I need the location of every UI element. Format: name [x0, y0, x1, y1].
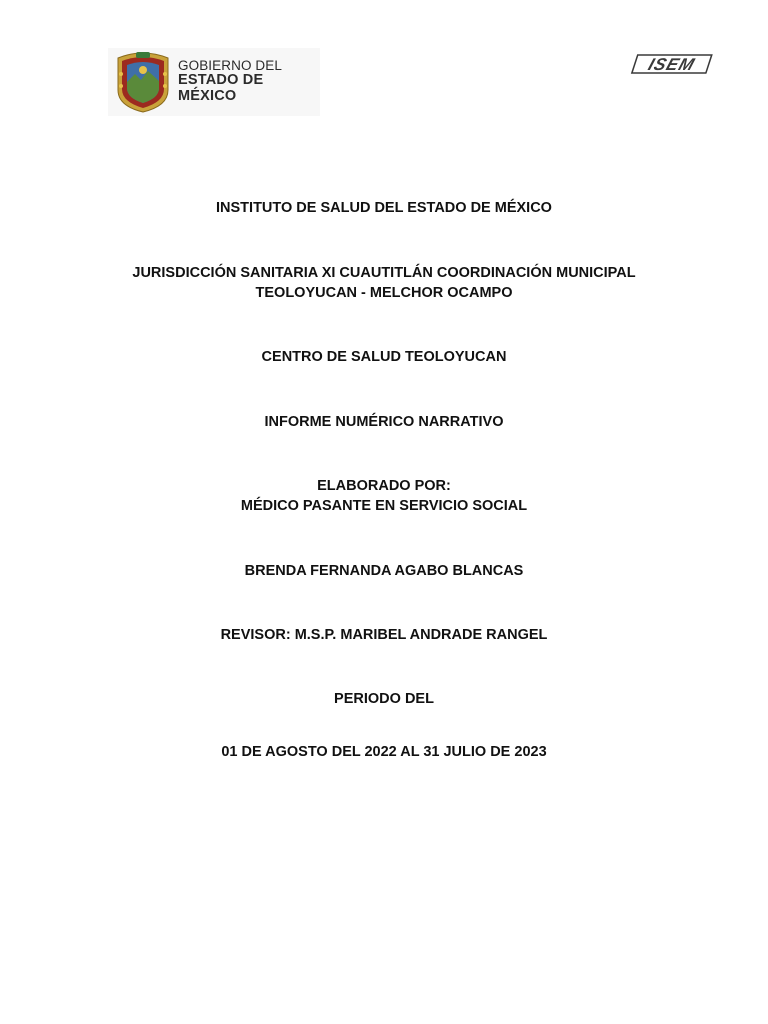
period-label-section	[0, 689, 768, 709]
jurisdiction-line1: JURISDICCIÓN SANITARIA XI CUAUTITLÁN COORDINACIÓN MUNICIPAL	[132, 265, 636, 281]
period-range-section	[0, 742, 768, 762]
jurisdiction-line2: TEOLOYUCAN - MELCHOR OCAMPO	[255, 285, 513, 301]
prepared-by-section	[0, 476, 768, 516]
reviewer-section	[0, 625, 768, 645]
gobierno-logo-text	[178, 59, 320, 106]
period-label: PERIODO DEL	[334, 691, 434, 707]
gobierno-estado-mexico-logo	[108, 48, 320, 116]
period-range: 01 DE AGOSTO DEL 2022 AL 31 JULIO DE 2023	[221, 744, 547, 760]
report-title-heading	[0, 412, 768, 432]
reviewer-name: REVISOR: M.S.P. MARIBEL ANDRADE RANGEL	[220, 627, 548, 643]
health-center-heading	[0, 347, 768, 367]
isem-logo	[628, 48, 718, 80]
author-name: BRENDA FERNANDA AGABO BLANCAS	[244, 563, 524, 579]
institute-heading	[0, 198, 768, 218]
author-section	[0, 561, 768, 581]
report-title: INFORME NUMÉRICO NARRATIVO	[264, 414, 504, 430]
jurisdiction-heading	[0, 263, 768, 303]
coat-of-arms-icon	[112, 50, 174, 114]
gobierno-logo-line1: GOBIERNO DEL	[178, 57, 282, 73]
isem-logo-text: ISEM	[645, 54, 698, 74]
prepared-by-role: MÉDICO PASANTE EN SERVICIO SOCIAL	[240, 498, 528, 514]
health-center-name: CENTRO DE SALUD TEOLOYUCAN	[261, 349, 507, 365]
gobierno-logo-line2: ESTADO DE MÉXICO	[178, 72, 264, 105]
institute-name: INSTITUTO DE SALUD DEL ESTADO DE MÉXICO	[216, 200, 552, 216]
prepared-by-label: ELABORADO POR:	[317, 478, 451, 494]
